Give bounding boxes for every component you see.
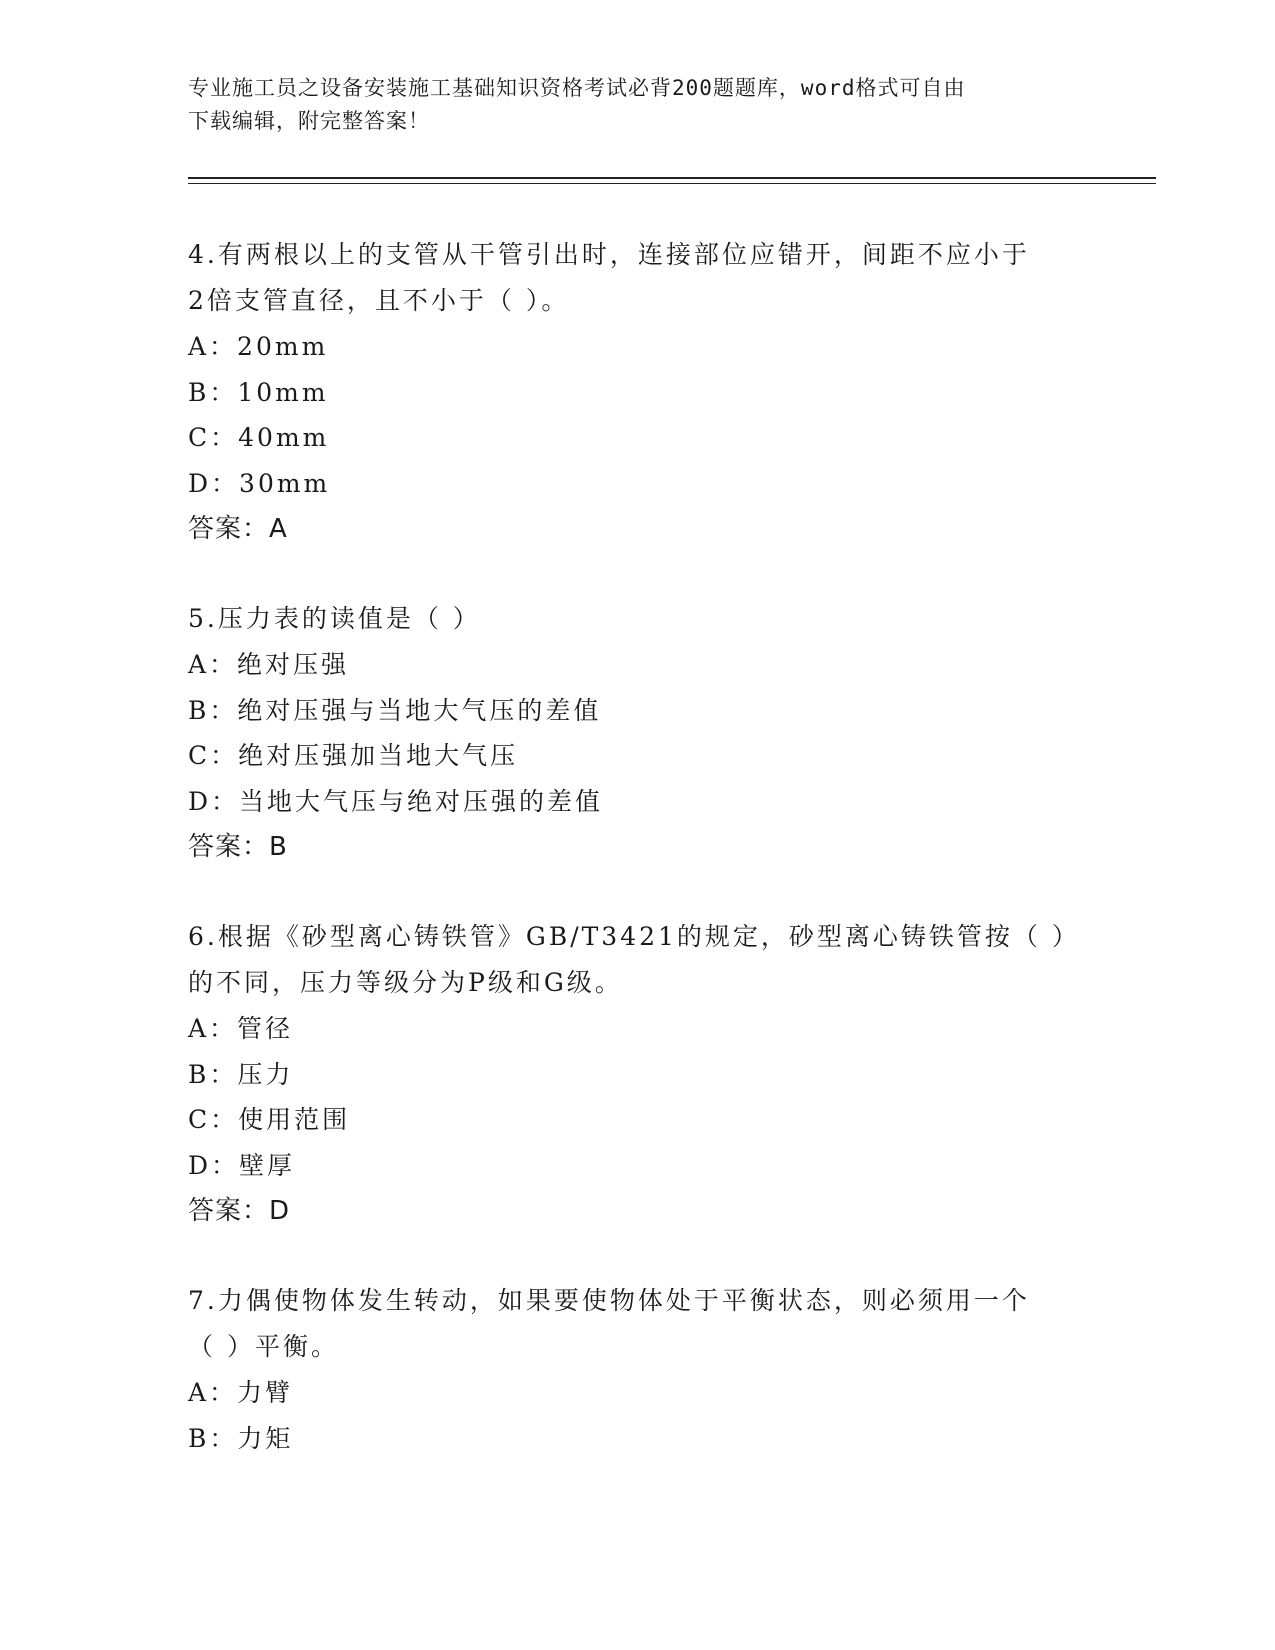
option-b: B：绝对压强与当地大气压的差值 [188,695,602,725]
option-a: A：力臂 [188,1378,294,1407]
header-line-1: 专业施工员之设备安装施工基础知识资格考试必背200题题库，word格式可自由 [188,76,966,100]
question-stem: （ ）平衡。 [188,1332,339,1361]
header-line-2: 下载编辑，附完整答案！ [188,109,430,133]
question-stem: 的不同，压力等级分为P级和G级。 [188,968,623,997]
header-divider-thick [188,177,1156,179]
question-stem: 6.根据《砂型离心铸铁管》GB/T3421的规定，砂型离心铸铁管按（ ） [188,922,1080,951]
header-divider-thin [188,183,1156,184]
question-7 [188,1278,1068,1461]
question-stem: 4.有两根以上的支管从干管引出时，连接部位应错开，间距不应小于 [188,240,1030,269]
option-c: C：绝对压强加当地大气压 [188,741,519,770]
question-stem: 2倍支管直径，且不小于（ ）。 [188,286,570,315]
option-a: A：20mm [188,332,329,361]
question-list [188,232,1080,1505]
option-c: C：使用范围 [188,1105,351,1134]
question-5 [188,596,1068,870]
question-stem: 5.压力表的读值是（ ） [188,604,481,633]
option-b: B：压力 [188,1059,294,1089]
question-stem: 7.力偶使物体发生转动，如果要使物体处于平衡状态，则必须用一个 [188,1286,1030,1315]
option-c: C：40mm [188,423,330,452]
question-6 [188,914,1080,1234]
question-4 [188,232,1068,552]
option-a: A：管径 [188,1014,294,1043]
answer-line: 答案：D [188,1196,291,1226]
option-a: A：绝对压强 [188,650,350,679]
option-b: B：力矩 [188,1423,294,1453]
option-d: D：壁厚 [188,1150,296,1180]
answer-line: 答案：A [188,514,288,544]
option-b: B：10mm [188,377,329,407]
document-header [188,72,1088,138]
answer-line: 答案：B [188,832,288,862]
option-d: D：当地大气压与绝对压强的差值 [188,786,604,816]
option-d: D：30mm [188,468,331,498]
